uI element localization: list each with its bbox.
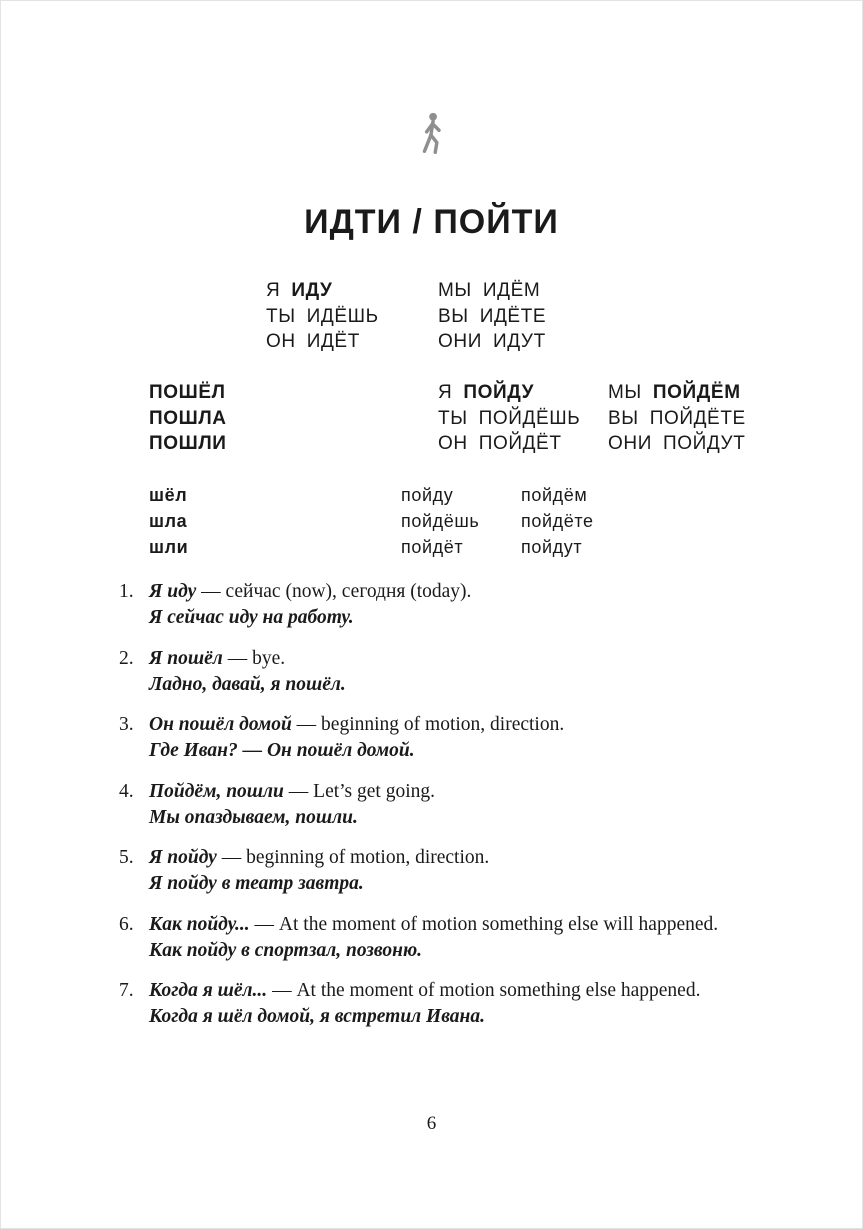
verb-form: пойдёшь bbox=[401, 511, 480, 531]
item-number: 5. bbox=[119, 847, 134, 868]
examples-list bbox=[119, 579, 791, 1045]
verb-form: пойдёте bbox=[521, 511, 594, 531]
verb-form: ПОШЛИ bbox=[149, 433, 227, 454]
conjugation-row bbox=[438, 380, 580, 406]
usage-phrase: Пойдём, пошли bbox=[149, 780, 284, 802]
pronoun: Я bbox=[438, 382, 453, 403]
usage-line bbox=[149, 845, 489, 871]
usage-line bbox=[149, 912, 718, 938]
pronoun: МЫ bbox=[608, 382, 642, 403]
usage-phrase: Как пойду... bbox=[149, 913, 250, 935]
conjugation-row bbox=[438, 278, 546, 304]
item-number: 1. bbox=[119, 581, 134, 602]
item-body bbox=[149, 845, 489, 897]
past-forms-column bbox=[149, 380, 227, 457]
conjugation-row bbox=[438, 304, 546, 330]
verb-form: пойдём bbox=[521, 485, 588, 505]
pronoun: ТЫ bbox=[266, 305, 296, 327]
usage-explanation: — bye. bbox=[227, 647, 286, 669]
item-number: 2. bbox=[119, 647, 134, 669]
verb-form: шли bbox=[149, 537, 189, 557]
example-sentence: Ладно, давай, я пошёл. bbox=[149, 673, 346, 695]
verb-form: ИДУ bbox=[291, 280, 333, 301]
item-number: 6. bbox=[119, 913, 134, 935]
pronoun: ОН bbox=[438, 433, 468, 454]
pronoun: Я bbox=[266, 280, 281, 301]
usage-line bbox=[149, 579, 471, 605]
verb-form: ПОШЛА bbox=[149, 407, 227, 429]
verb-form: ИДЁМ bbox=[482, 280, 541, 301]
verb-form: ПОЙДЁТ bbox=[478, 433, 562, 454]
verb-form: пойдёт bbox=[401, 537, 464, 557]
conjugation-row bbox=[608, 380, 746, 406]
walking-person-icon bbox=[418, 111, 446, 157]
future-lowercase-plural-column bbox=[521, 482, 594, 560]
page-title: ИДТИ / ПОЙТИ bbox=[304, 203, 559, 241]
usage-phrase: Он пошёл домой bbox=[149, 714, 292, 735]
usage-phrase: Я пойду bbox=[149, 847, 217, 868]
item-body bbox=[149, 912, 718, 964]
usage-explanation: — At the moment of motion something else happened. bbox=[272, 980, 701, 1001]
usage-explanation: — Let’s get going. bbox=[288, 780, 436, 802]
usage-explanation: — At the moment of motion something else will happened. bbox=[254, 913, 719, 935]
header-icon-area bbox=[1, 111, 862, 161]
future-lowercase-singular-column bbox=[401, 482, 479, 560]
usage-explanation: — beginning of motion, direction. bbox=[221, 847, 490, 868]
verb-form: ПОЙДУТ bbox=[662, 433, 746, 454]
example-item bbox=[119, 978, 791, 1030]
conjugation-row bbox=[438, 406, 580, 432]
example-item bbox=[119, 579, 791, 631]
usage-phrase: Я пошёл bbox=[149, 647, 223, 669]
usage-line bbox=[149, 779, 435, 805]
usage-explanation: — сейчас (now), сегодня (today). bbox=[201, 581, 472, 602]
verb-form: ИДЁТЕ bbox=[479, 305, 547, 327]
item-body bbox=[149, 978, 700, 1030]
pronoun: ВЫ bbox=[608, 407, 639, 429]
usage-phrase: Я иду bbox=[149, 581, 197, 602]
conjugation-row bbox=[266, 278, 379, 304]
verb-form: ПОЙДУ bbox=[463, 382, 535, 403]
usage-explanation: — beginning of motion, direction. bbox=[296, 714, 565, 735]
past-lowercase-column bbox=[149, 482, 188, 560]
conjugation-row bbox=[608, 406, 746, 432]
pronoun: ОНИ bbox=[608, 433, 652, 454]
conjugation-row bbox=[266, 329, 379, 355]
example-item bbox=[119, 845, 791, 897]
usage-phrase: Когда я шёл... bbox=[149, 980, 268, 1001]
item-body bbox=[149, 646, 346, 698]
page-number: 6 bbox=[426, 1113, 437, 1134]
verb-form: пойдут bbox=[521, 537, 583, 557]
pronoun: ВЫ bbox=[438, 305, 469, 327]
example-sentence: Мы опаздываем, пошли. bbox=[149, 806, 358, 828]
example-item bbox=[119, 779, 791, 831]
pronoun: ОН bbox=[266, 331, 296, 352]
pronoun: ОНИ bbox=[438, 331, 482, 352]
verb-form: ИДЁШЬ bbox=[306, 305, 379, 327]
verb-form: пойду bbox=[401, 485, 454, 505]
conjugation-row bbox=[438, 329, 546, 355]
future-plural-column bbox=[608, 380, 746, 457]
verb-form: ПОЙДЁШЬ bbox=[478, 407, 581, 429]
verb-form: ПОЙДЁМ bbox=[652, 382, 741, 403]
usage-line bbox=[149, 712, 564, 738]
verb-form: ПОЙДЁТЕ bbox=[649, 407, 746, 429]
present-plural-column bbox=[438, 278, 546, 355]
verb-form: шёл bbox=[149, 485, 188, 505]
example-item bbox=[119, 712, 791, 764]
pronoun: МЫ bbox=[438, 280, 472, 301]
conjugation-row bbox=[438, 431, 580, 457]
item-body bbox=[149, 712, 564, 764]
future-singular-column bbox=[438, 380, 580, 457]
example-item bbox=[119, 646, 791, 698]
example-sentence: Я сейчас иду на работу. bbox=[149, 607, 354, 628]
verb-form: ИДЁТ bbox=[306, 331, 360, 352]
verb-form: ПОШЁЛ bbox=[149, 382, 226, 403]
verb-form: ИДУТ bbox=[492, 331, 546, 352]
pronoun: ТЫ bbox=[438, 407, 468, 429]
example-sentence: Где Иван? — Он пошёл домой. bbox=[149, 740, 415, 761]
item-body bbox=[149, 779, 435, 831]
example-sentence: Когда я шёл домой, я встретил Ивана. bbox=[149, 1006, 486, 1027]
item-number: 4. bbox=[119, 780, 134, 802]
verb-form: шла bbox=[149, 511, 188, 531]
usage-line bbox=[149, 646, 346, 672]
usage-line bbox=[149, 978, 700, 1004]
item-number: 7. bbox=[119, 980, 134, 1001]
conjugation-row bbox=[608, 431, 746, 457]
example-sentence: Как пойду в спортзал, позвоню. bbox=[149, 939, 423, 961]
item-body bbox=[149, 579, 471, 631]
example-sentence: Я пойду в театр завтра. bbox=[149, 873, 364, 894]
conjugation-row bbox=[266, 304, 379, 330]
example-item bbox=[119, 912, 791, 964]
present-singular-column bbox=[266, 278, 379, 355]
item-number: 3. bbox=[119, 714, 134, 735]
